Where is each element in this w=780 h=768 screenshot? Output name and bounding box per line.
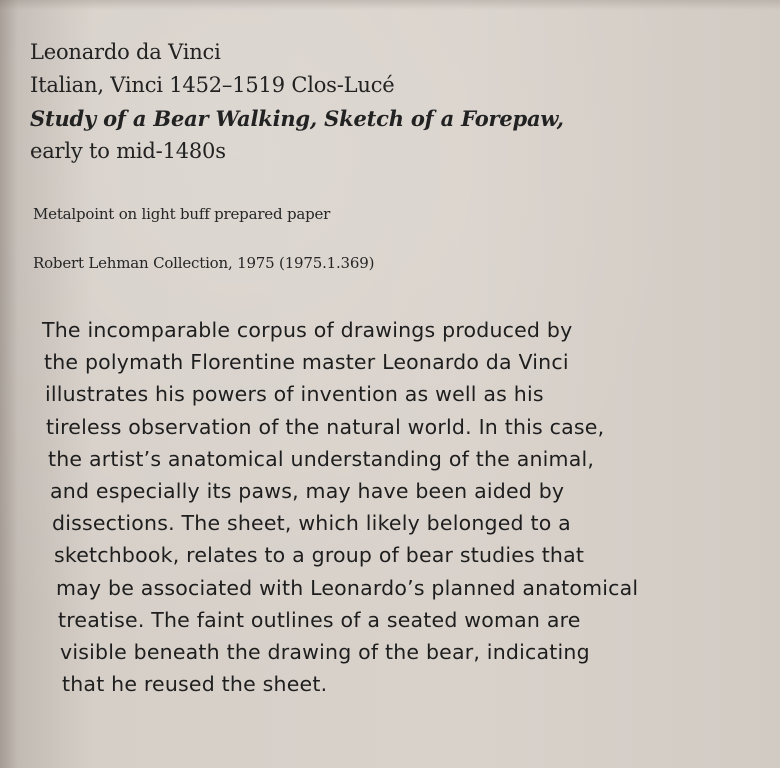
artist-nationality-dates: Italian, Vinci 1452–1519 Clos-Lucé	[30, 73, 395, 97]
description-line: that he reused the sheet.	[62, 672, 328, 697]
description-line: sketchbook, relates to a group of bear studies that	[54, 543, 585, 568]
description-line: the artist’s anatomical understanding of the animal,	[48, 446, 595, 471]
label-description	[42, 314, 762, 700]
artwork-date: early to mid-1480s	[30, 139, 226, 163]
description-line: visible beneath the drawing of the bear, indicating	[60, 640, 590, 665]
description-line: dissections. The sheet, which likely belonged to a	[52, 511, 571, 536]
description-line: the polymath Florentine master Leonardo da Vinci	[44, 350, 569, 375]
description-line: illustrates his powers of invention as well as his	[45, 382, 544, 407]
artwork-credit-line: Robert Lehman Collection, 1975 (1975.1.369)	[33, 254, 375, 272]
label-header	[30, 36, 730, 168]
description-line: treatise. The faint outlines of a seated woman are	[58, 607, 581, 632]
label-top-shadow	[0, 0, 780, 10]
description-line: The incomparable corpus of drawings produced by	[42, 318, 573, 342]
description-line: may be associated with Leonardo’s planned anatomical	[56, 575, 639, 600]
label-edge-shadow	[0, 0, 18, 768]
artist-name: Leonardo da Vinci	[30, 40, 221, 64]
artwork-title: Study of a Bear Walking, Sketch of a Forepaw,	[30, 106, 564, 131]
artwork-medium: Metalpoint on light buff prepared paper	[33, 205, 331, 223]
description-line: tireless observation of the natural world. In this case,	[46, 414, 605, 439]
description-line: and especially its paws, may have been aided by	[50, 479, 565, 504]
